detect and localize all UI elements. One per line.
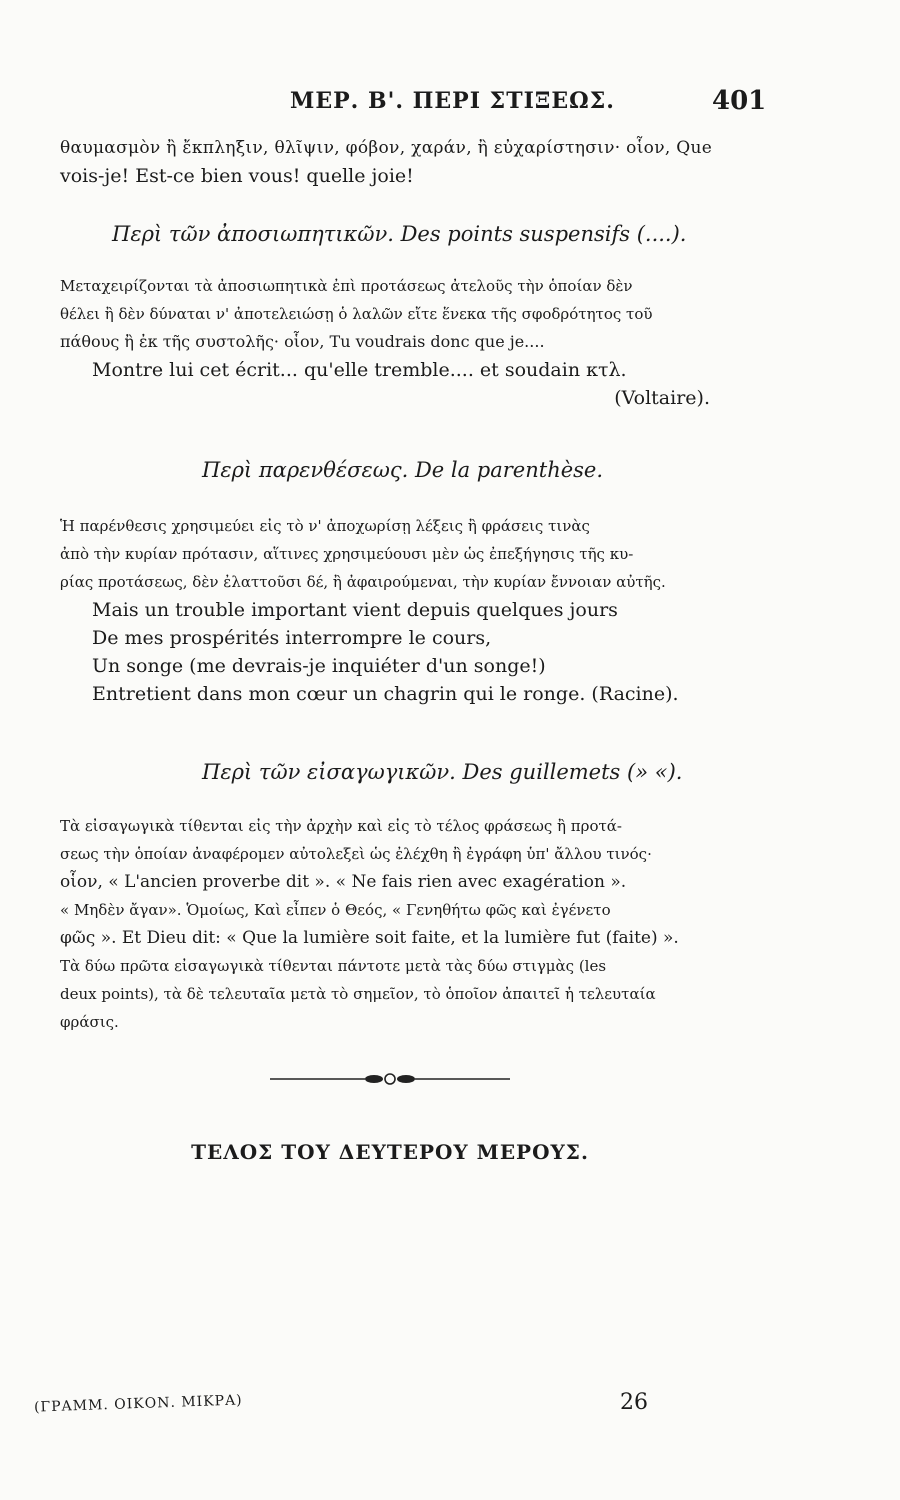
page-number: 401 — [712, 86, 767, 116]
text-line: φῶς ». Et Dieu dit: « Que la lumière soit faite, et la lumière fut (faite) ». — [60, 928, 679, 948]
section-heading: Περὶ παρενθέσεως. De la parenthèse. — [202, 458, 604, 482]
text-line: deux points), τὰ δὲ τελευταῖα μετὰ τὸ σημεῖον, τὸ ὁποῖον ἀπαιτεῖ ἡ τελευταία — [60, 985, 656, 1003]
text-line: ρίας προτάσεως, δὲν ἐλαττοῦσι δέ, ἢ ἀφαιρούμεναι, τὴν κυρίαν ἔννοιαν αὐτῆς. — [60, 573, 666, 591]
text-line: Montre lui cet écrit... qu'elle tremble.... et soudain κτλ. — [92, 359, 627, 381]
text-line: Τὰ δύω πρῶτα εἰσαγωγικὰ τίθενται πάντοτε μετὰ τὰς δύω στιγμὰς (les — [60, 957, 607, 975]
section-heading: Περὶ τῶν εἰσαγωγικῶν. Des guillemets (» «). — [202, 760, 683, 784]
part-end-title: ΤΕΛΟΣ ΤΟΥ ΔΕΥΤΕΡΟΥ ΜΕΡΟΥΣ. — [191, 1140, 589, 1164]
section-points-suspensifs — [60, 222, 760, 246]
section-body — [60, 272, 760, 412]
text-line: Τὰ εἰσαγωγικὰ τίθενται εἰς τὴν ἀρχὴν καὶ εἰς τὸ τέλος φράσεως ἢ προτά- — [60, 817, 622, 835]
sheet-number: 26 — [620, 1390, 648, 1415]
text-line: θαυμασμὸν ἢ ἔκπληξιν, θλῖψιν, φόβον, χαράν, ἢ εὐχαρίστησιν· οἷον, Que — [60, 138, 713, 158]
page-header — [0, 88, 900, 118]
verse-line: Un songe (me devrais-je inquiéter d'un songe!) — [92, 655, 546, 677]
text-line: ἀπὸ τὴν κυρίαν πρότασιν, αἵτινες χρησιμεύουσι μὲν ὡς ἐπεξήγησις τῆς κυ- — [60, 545, 634, 563]
text-line: πάθους ἢ ἐκ τῆς συστολῆς· οἷον, Tu voudrais donc que je.... — [60, 332, 545, 351]
verse-line: Mais un trouble important vient depuis quelques jours — [92, 599, 618, 621]
ornament-divider — [270, 1072, 510, 1086]
text-line: σεως τὴν ὁποίαν ἀναφέρομεν αὐτολεξεὶ ὡς ἐλέχθη ἢ ἐγράφη ὑπ' ἄλλου τινός· — [60, 845, 652, 863]
verse-line: De mes prospérités interrompre le cours, — [92, 627, 492, 649]
text-line: θέλει ἢ δὲν δύναται ν' ἀποτελειώσῃ ὁ λαλῶν εἴτε ἕνεκα τῆς σφοδρότητος τοῦ — [60, 305, 653, 323]
section-body — [60, 512, 760, 708]
text-line: Ἡ παρένθεσις χρησιμεύει εἰς τὸ ν' ἀποχωρίσῃ λέξεις ἢ φράσεις τινὰς — [60, 517, 590, 535]
section-parenthese — [60, 458, 760, 482]
text-line: φράσις. — [60, 1013, 119, 1031]
section-guillemets — [60, 760, 760, 784]
running-head: ΜΕΡ. Β'. ΠΕΡΙ ΣΤΙΞΕΩΣ. — [290, 88, 615, 114]
verse-line: Entretient dans mon cœur un chagrin qui le ronge. (Racine). — [92, 683, 679, 705]
section-heading: Περὶ τῶν ἀποσιωπητικῶν. Des points suspensifs (....). — [112, 222, 687, 246]
printer-signature: (ΓΡΑΜΜ. ΟΙΚΟΝ. ΜΙΚΡΑ) — [33, 1392, 243, 1416]
section-body — [60, 812, 760, 1036]
text-line: « Μηδὲν ἄγαν». Ὁμοίως, Καὶ εἶπεν ὁ Θεός, « Γενηθήτω φῶς καὶ ἐγένετο — [60, 901, 611, 919]
intro-paragraph — [60, 134, 760, 190]
text-line: vois-je! Est-ce bien vous! quelle joie! — [60, 165, 414, 187]
text-line: οἷον, « L'ancien proverbe dit ». « Ne fais rien avec exagération ». — [60, 872, 627, 892]
text-line: Μεταχειρίζονται τὰ ἀποσιωπητικὰ ἐπὶ προτάσεως ἀτελοῦς τὴν ὁποίαν δὲν — [60, 277, 633, 295]
attribution: (Voltaire). — [614, 387, 710, 409]
